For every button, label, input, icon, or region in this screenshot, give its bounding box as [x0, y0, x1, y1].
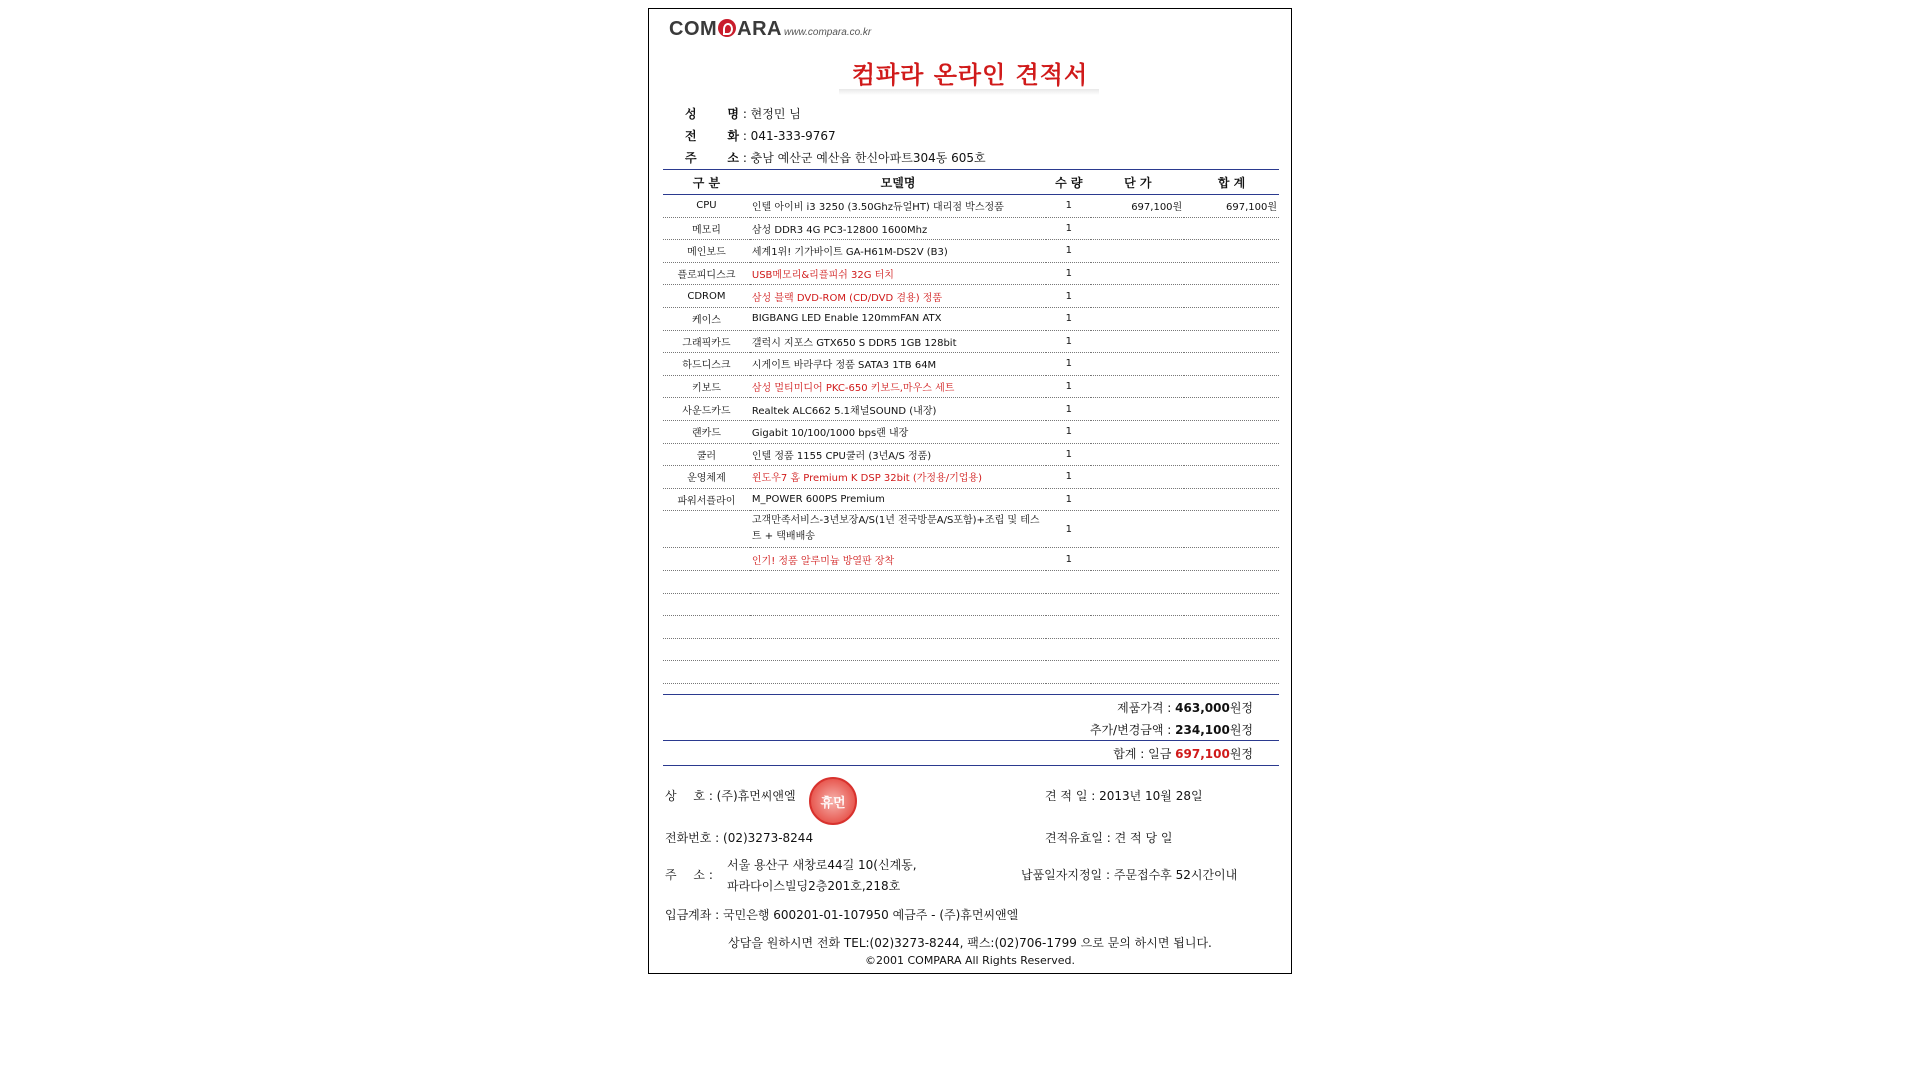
sum-bottom-rule: [663, 765, 1279, 766]
empty-cell: [750, 638, 1046, 661]
compara-logo[interactable]: [669, 17, 871, 43]
extra-price-label: 추가/변경금액 :: [1089, 723, 1176, 737]
table-row: [663, 307, 1279, 330]
row-model: 시게이트 바라쿠다 정품 SATA3 1TB 64M: [750, 353, 1046, 376]
row-total: [1184, 353, 1279, 376]
logo-text-left: COM: [669, 18, 718, 40]
row-total: [1184, 217, 1279, 240]
row-qty: 1: [1046, 195, 1091, 218]
row-total: [1184, 443, 1279, 466]
footer-copyright: ©2001 COMPARA All Rights Reserved.: [864, 954, 1075, 967]
empty-cell: [1091, 638, 1184, 661]
row-model: 고객만족서비스-3년보장A/S(1년 전국방문A/S포함)+조립 및 테스트 + 택배배송: [750, 511, 1046, 548]
row-qty: 1: [1046, 443, 1091, 466]
empty-table-row: [663, 616, 1279, 639]
extra-price-value: 234,100: [1175, 723, 1230, 737]
table-row: [663, 488, 1279, 511]
row-unit-price: [1091, 240, 1184, 263]
label-char: 소: [693, 868, 705, 882]
empty-cell: [1046, 616, 1091, 639]
empty-cell: [1046, 638, 1091, 661]
title-underline: [839, 89, 1099, 95]
row-unit-price: [1091, 443, 1184, 466]
label-char: 성: [685, 107, 697, 121]
row-qty: 1: [1046, 353, 1091, 376]
sum-unit: 원정: [1229, 747, 1253, 761]
row-unit-price: [1091, 420, 1184, 443]
logo-url: www.compara.co.kr: [784, 27, 872, 38]
empty-cell: [663, 570, 750, 593]
sum-label: 합계 : 일금: [1113, 747, 1176, 761]
delivery-date: 납품일자지정일 : 주문접수후 52시간이내: [1021, 868, 1238, 882]
row-total: [1184, 488, 1279, 511]
seller-address-label: [665, 866, 713, 883]
product-price-unit: 원정: [1229, 701, 1253, 715]
row-model: 삼성 DDR3 4G PC3-12800 1600Mhz: [750, 217, 1046, 240]
label-char: 명: [727, 107, 739, 121]
row-total: [1184, 548, 1279, 571]
col-total: 합 계: [1184, 170, 1279, 195]
customer-name-row: [685, 105, 801, 122]
table-row: [663, 262, 1279, 285]
empty-cell: [1184, 638, 1279, 661]
label-char: 주: [685, 151, 697, 165]
empty-cell: [1091, 570, 1184, 593]
table-row: [663, 195, 1279, 218]
row-category: 운영체제: [663, 466, 750, 489]
extra-price-unit: 원정: [1229, 723, 1253, 737]
col-category: 구 분: [663, 170, 750, 195]
seller-address-line2: 파라다이스빌딩2층201호,218호: [727, 879, 901, 893]
row-model: BIGBANG LED Enable 120mmFAN ATX: [750, 307, 1046, 330]
row-model: Gigabit 10/100/1000 bps랜 내장: [750, 420, 1046, 443]
page-title: 컴파라 온라인 견적서: [851, 61, 1089, 89]
table-header-row: [663, 170, 1279, 195]
empty-table-row: [663, 661, 1279, 684]
table-row: [663, 353, 1279, 376]
row-total: [1184, 240, 1279, 263]
row-unit-price: [1091, 398, 1184, 421]
col-qty: 수 량: [1046, 170, 1091, 195]
empty-cell: [1091, 661, 1184, 684]
empty-cell: [1046, 570, 1091, 593]
customer-name: : 현정민 님: [742, 107, 801, 121]
row-category: 그래픽카드: [663, 330, 750, 353]
extra-price-row: [1090, 721, 1253, 738]
sum-row: [1113, 745, 1253, 762]
row-total: [1184, 398, 1279, 421]
row-model: 세계1위! 기가바이트 GA-H61M-DS2V (B3): [750, 240, 1046, 263]
row-total: [1184, 511, 1279, 548]
row-total: [1184, 420, 1279, 443]
logo-mark-icon: [718, 19, 736, 37]
col-unit-price: 단 가: [1091, 170, 1184, 195]
empty-cell: [663, 638, 750, 661]
customer-phone-row: [685, 127, 836, 144]
row-unit-price: [1091, 285, 1184, 308]
row-qty: 1: [1046, 330, 1091, 353]
table-row: [663, 466, 1279, 489]
row-qty: 1: [1046, 398, 1091, 421]
product-price-value: 463,000: [1175, 701, 1230, 715]
empty-table-row: [663, 593, 1279, 616]
customer-phone-label: [685, 127, 739, 144]
row-unit-price: [1091, 375, 1184, 398]
row-unit-price: [1091, 488, 1184, 511]
row-category: 쿨러: [663, 443, 750, 466]
empty-cell: [750, 661, 1046, 684]
table-row: [663, 398, 1279, 421]
row-unit-price: [1091, 262, 1184, 285]
customer-name-label: [685, 105, 739, 122]
table-row: [663, 511, 1279, 548]
row-qty: 1: [1046, 488, 1091, 511]
row-qty: 1: [1046, 262, 1091, 285]
row-total: [1184, 262, 1279, 285]
row-qty: 1: [1046, 420, 1091, 443]
row-qty: 1: [1046, 548, 1091, 571]
table-row: [663, 443, 1279, 466]
row-total: [1184, 375, 1279, 398]
table-row: [663, 548, 1279, 571]
empty-cell: [663, 616, 750, 639]
row-unit-price: [1091, 307, 1184, 330]
label-char: 주: [665, 868, 677, 882]
row-model: Realtek ALC662 5.1채널SOUND (내장): [750, 398, 1046, 421]
empty-cell: [663, 661, 750, 684]
row-model: 인기! 정품 알루미늄 방열판 장착: [750, 548, 1046, 571]
items-body: [663, 195, 1279, 684]
estimate-date: 견 적 일 : 2013년 10월 28일: [1045, 789, 1203, 803]
row-model: 윈도우7 홈 Premium K DSP 32bit (가정용/기업용): [750, 466, 1046, 489]
empty-cell: [1046, 661, 1091, 684]
row-total: [1184, 466, 1279, 489]
row-category: 랜카드: [663, 420, 750, 443]
seller-company-label: [665, 787, 705, 804]
row-category: 키보드: [663, 375, 750, 398]
empty-cell: [750, 616, 1046, 639]
label-char: 소: [727, 151, 739, 165]
row-category: [663, 511, 750, 548]
label-char: 호: [693, 789, 705, 803]
row-category: 메인보드: [663, 240, 750, 263]
row-category: 케이스: [663, 307, 750, 330]
row-total: 697,100원: [1184, 195, 1279, 218]
row-model: 인텔 정품 1155 CPU쿨러 (3년A/S 정품): [750, 443, 1046, 466]
col-model: 모델명: [750, 170, 1046, 195]
table-row: [663, 217, 1279, 240]
seal-text: 휴먼: [820, 795, 846, 811]
product-price-row: [1117, 699, 1253, 716]
row-qty: 1: [1046, 307, 1091, 330]
table-row: [663, 420, 1279, 443]
empty-cell: [1091, 593, 1184, 616]
footer-contact: 상담을 원하시면 전화 TEL:(02)3273-8244, 팩스:(02)706-1799 으로 문의 하시면 됩니다.: [728, 936, 1212, 950]
row-total: [1184, 285, 1279, 308]
row-category: 플로피디스크: [663, 262, 750, 285]
row-model: 인텔 아이비 i3 3250 (3.50Ghz듀얼HT) 대리점 박스정품: [750, 195, 1046, 218]
label-pair: [665, 866, 705, 883]
empty-cell: [1184, 570, 1279, 593]
row-unit-price: [1091, 353, 1184, 376]
row-total: [1184, 307, 1279, 330]
seller-address: [727, 855, 917, 897]
customer-phone: : 041-333-9767: [742, 129, 836, 143]
company-seal-stamp: [809, 777, 857, 825]
table-row: [663, 330, 1279, 353]
table-row: [663, 240, 1279, 263]
row-category: CPU: [663, 195, 750, 218]
row-unit-price: 697,100원: [1091, 195, 1184, 218]
seller-company: : (주)휴먼씨앤엘: [708, 789, 796, 803]
row-qty: 1: [1046, 285, 1091, 308]
row-total: [1184, 330, 1279, 353]
label-colon: :: [708, 868, 713, 882]
table-row: [663, 285, 1279, 308]
empty-cell: [1046, 593, 1091, 616]
row-unit-price: [1091, 217, 1184, 240]
row-category: [663, 548, 750, 571]
label-char: 상: [665, 789, 677, 803]
customer-address-row: [685, 149, 986, 166]
sum-top-rule: [663, 740, 1279, 741]
row-qty: 1: [1046, 217, 1091, 240]
empty-cell: [1091, 616, 1184, 639]
empty-table-row: [663, 570, 1279, 593]
empty-cell: [1184, 593, 1279, 616]
logo-text-right: ARA: [737, 18, 783, 40]
label-char: 전: [685, 129, 697, 143]
items-table: [663, 169, 1279, 684]
row-unit-price: [1091, 511, 1184, 548]
row-category: 메모리: [663, 217, 750, 240]
customer-address: : 충남 예산군 예산읍 한신아파트304동 605호: [742, 151, 986, 165]
empty-cell: [1184, 616, 1279, 639]
row-unit-price: [1091, 330, 1184, 353]
empty-cell: [750, 593, 1046, 616]
empty-cell: [1184, 661, 1279, 684]
row-unit-price: [1091, 466, 1184, 489]
row-model: 갤럭시 지포스 GTX650 S DDR5 1GB 128bit: [750, 330, 1046, 353]
empty-table-row: [663, 638, 1279, 661]
row-model: 삼성 멀티미디어 PKC-650 키보드,마우스 세트: [750, 375, 1046, 398]
row-qty: 1: [1046, 375, 1091, 398]
row-category: 하드디스크: [663, 353, 750, 376]
row-qty: 1: [1046, 240, 1091, 263]
totals-top-rule: [663, 694, 1279, 695]
row-model: 삼성 블랙 DVD-ROM (CD/DVD 겸용) 정품: [750, 285, 1046, 308]
row-qty: 1: [1046, 511, 1091, 548]
label-char: 화: [727, 129, 739, 143]
row-model: USB메모리&리플피쉬 32G 터치: [750, 262, 1046, 285]
row-category: 사운드카드: [663, 398, 750, 421]
seller-address-line1: 서울 용산구 새창로44길 10(신계동,: [727, 858, 917, 872]
row-qty: 1: [1046, 466, 1091, 489]
row-category: 파워서플라이: [663, 488, 750, 511]
customer-address-label: [685, 149, 739, 166]
seller-phone: 전화번호 : (02)3273-8244: [665, 831, 814, 845]
empty-cell: [663, 593, 750, 616]
row-unit-price: [1091, 548, 1184, 571]
estimate-validity: 견적유효일 : 견 적 당 일: [1045, 831, 1173, 845]
bank-account: 입금계좌 : 국민은행 600201-01-107950 예금주 - (주)휴먼씨앤엘: [665, 908, 1019, 922]
estimate-sheet: [648, 8, 1292, 974]
seller-company-row: [665, 787, 796, 804]
table-row: [663, 375, 1279, 398]
sum-value: 697,100: [1175, 747, 1230, 761]
product-price-label: 제품가격 :: [1117, 701, 1176, 715]
empty-cell: [750, 570, 1046, 593]
row-model: M_POWER 600PS Premium: [750, 488, 1046, 511]
row-category: CDROM: [663, 285, 750, 308]
